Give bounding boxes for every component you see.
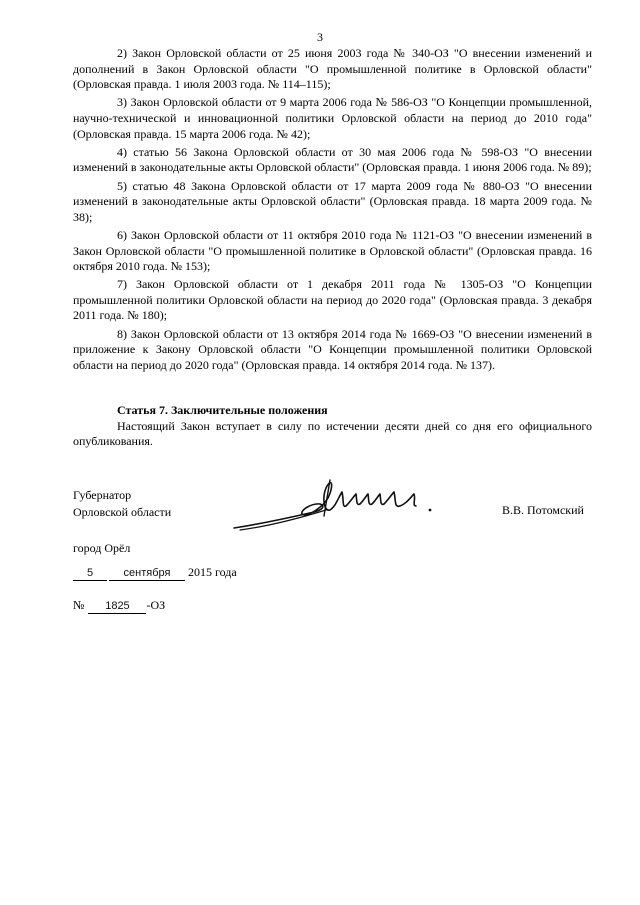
final-provisions-article	[73, 403, 592, 450]
signing-date	[73, 565, 237, 581]
date-year: 2015 года	[188, 565, 237, 579]
governor-title	[73, 487, 171, 521]
place-of-signing: город Орёл	[73, 541, 131, 555]
law-number-value: 1825	[88, 600, 146, 614]
list-item: 7) Закон Орловской области от 1 декабря 2011 года № 1305-ОЗ "О Концепции промышленной политики Орловской области на период до 2020 года" (Орловская правда. 3 декабря 2011 года. № 180);	[73, 277, 592, 323]
page-number: 3	[317, 30, 323, 44]
governor-title-line1: Губернатор	[73, 488, 132, 502]
date-month: сентября	[109, 567, 185, 581]
article-text: Настоящий Закон вступает в силу по истечении десяти дней со дня его официального опубликования.	[73, 418, 592, 449]
list-item: 2) Закон Орловской области от 25 июня 2003 года № 340-ОЗ "О внесении изменений и дополнений в Закон Орловской области "О промышленной политике в Орловской области" (Орловская правда. 1 июля 2003 года. № 114–115);	[73, 46, 592, 92]
list-item: 4) статью 56 Закона Орловской области от 30 мая 2006 года № 598-ОЗ "О внесении изменений в законодательные акты Орловской области" (Орловская правда. 1 июня 2006 года. № 89);	[73, 144, 592, 175]
law-number	[73, 598, 165, 614]
governor-name: В.В. Потомский	[502, 503, 584, 517]
list-item: 3) Закон Орловской области от 9 марта 2006 года № 586-ОЗ "О Концепции промышленной, научно-технической и инновационной политики Орловской области на период до 2010 года" (Орловская правда. 15 марта 2006 года. № 42);	[73, 95, 592, 141]
list-item: 8) Закон Орловской области от 13 октября 2014 года № 1669-ОЗ "О внесении изменений в приложение к Закону Орловской области "О Концепции промышленной политики Орловской области на период до 2020 года" (Орловская правда. 14 октября 2014 года. № 137).	[73, 326, 592, 372]
law-number-suffix: -ОЗ	[146, 598, 166, 612]
list-item: 5) статью 48 Закона Орловской области от 17 марта 2009 года № 880-ОЗ "О внесении изменений в законодательные акты Орловской области" (Орловская правда. 18 марта 2009 года. № 38);	[73, 178, 592, 224]
handwritten-signature	[230, 468, 440, 538]
repealed-acts-list	[73, 46, 592, 376]
date-day: 5	[73, 567, 107, 581]
law-number-prefix: №	[73, 598, 85, 612]
article-title: Статья 7. Заключительные положения	[117, 403, 328, 417]
list-item: 6) Закон Орловской области от 11 октября 2010 года № 1121-ОЗ "О внесении изменений в Закон Орловской области "О промышленной политике в Орловской области" (Орловская правда. 16 октября 2010 года. № 153);	[73, 227, 592, 274]
governor-title-line2: Орловской области	[73, 505, 172, 519]
